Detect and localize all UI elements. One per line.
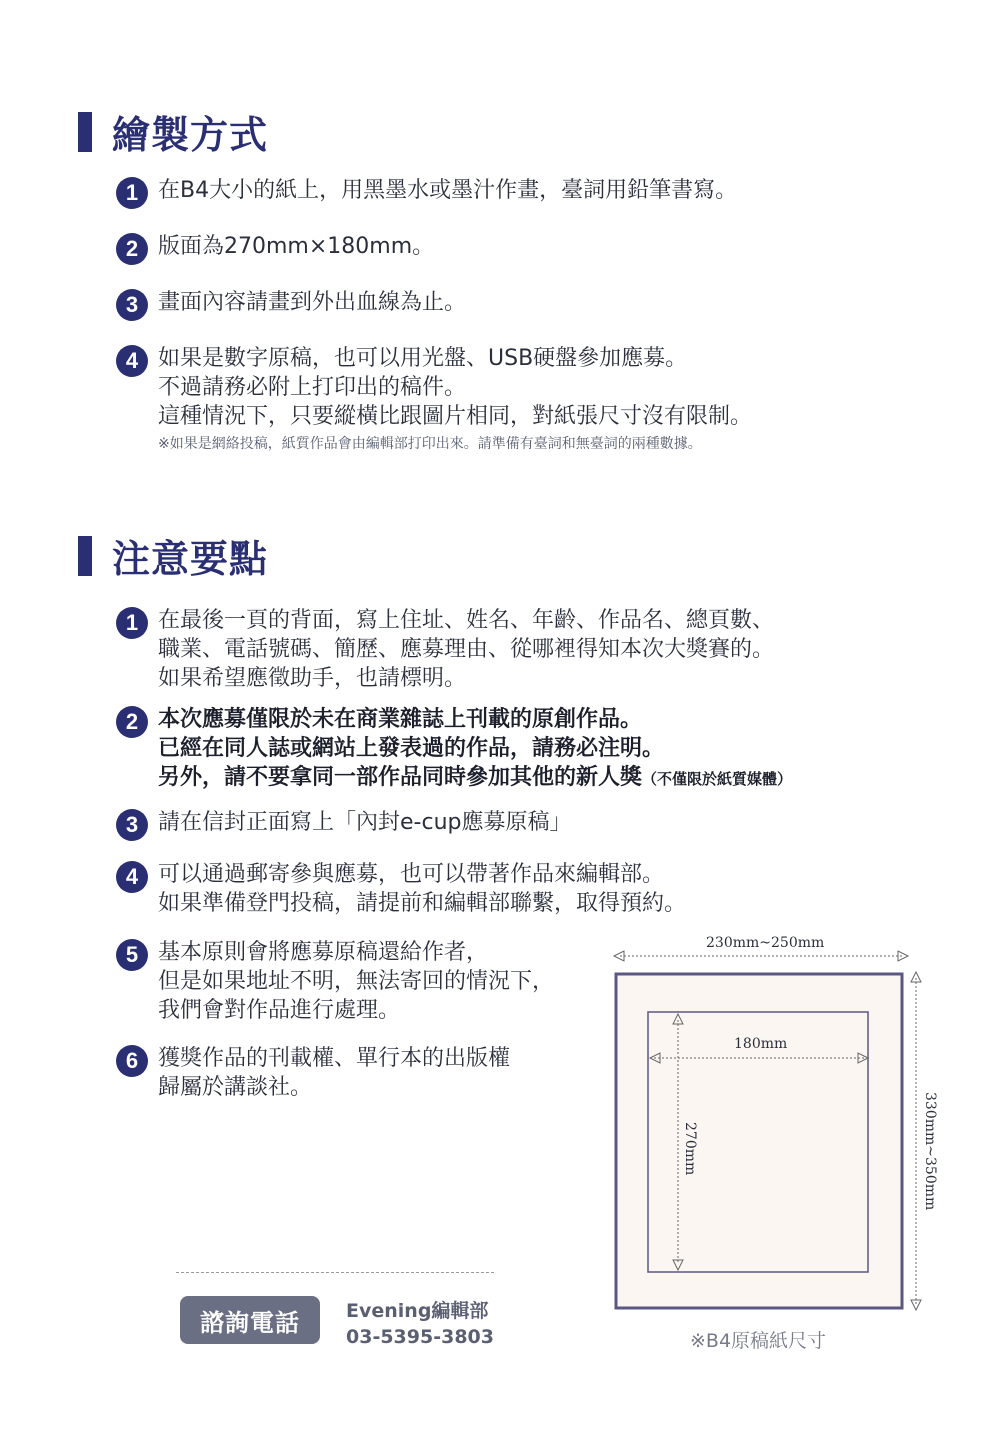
contact-phone: 03-5395-3803: [346, 1326, 494, 1348]
item-line: 獲獎作品的刊載權、單行本的出版權: [158, 1046, 511, 1071]
item-line: [158, 763, 792, 794]
contact-org: Evening編輯部: [346, 1300, 489, 1322]
item-line: 版面為270mm×180mm。: [158, 234, 435, 259]
number-badge: 1: [116, 177, 148, 209]
outer-width-label: 230mm~250mm: [706, 935, 825, 951]
item-note: ※如果是網絡投稿，紙質作品會由編輯部打印出來。請準備有臺詞和無臺詞的兩種數據。: [158, 436, 702, 452]
item-line: 如果是數字原稿，也可以用光盤、USB硬盤參加應募。: [158, 346, 688, 371]
number-badge: 3: [116, 809, 148, 841]
item-line: 職業、電話號碼、簡歷、應募理由、從哪裡得知本次大獎賽的。: [158, 637, 775, 662]
item-line-text: 另外，請不要拿同一部作品同時參加其他的新人獎: [158, 765, 643, 790]
outer-paper: [616, 974, 902, 1308]
number-badge: 1: [116, 607, 148, 639]
inner-width-label: 180mm: [734, 1036, 788, 1052]
section-title-text: 繪製方式: [112, 113, 269, 157]
drawing-item-1: [116, 176, 737, 209]
notice-item-5: [116, 938, 554, 1025]
number-badge: 4: [116, 861, 148, 893]
item-line: 這種情況下，只要縱橫比跟圖片相同，對紙張尺寸沒有限制。: [158, 404, 753, 429]
diagram-caption: ※B4原稿紙尺寸: [690, 1330, 827, 1352]
item-line: 在B4大小的紙上，用黑墨水或墨汁作畫，臺詞用鉛筆書寫。: [158, 178, 738, 203]
arrow-up-icon: [911, 972, 921, 982]
contact-divider: [176, 1272, 494, 1273]
item-line: 不過請務必附上打印出的稿件。: [158, 375, 467, 400]
title-bar: [78, 112, 92, 152]
item-line: 已經在同人誌或網站上發表過的作品，請務必注明。: [158, 736, 665, 761]
drawing-item-2: [116, 232, 434, 265]
title-bar: [78, 536, 92, 576]
number-badge: 2: [116, 706, 148, 738]
item-line: 但是如果地址不明，無法寄回的情況下，: [158, 969, 555, 994]
item-line: 可以通過郵寄參與應募，也可以帶著作品來編輯部。: [158, 862, 665, 887]
b4-paper-diagram: [606, 930, 946, 1360]
arrow-down-icon: [911, 1300, 921, 1310]
notice-item-2: [116, 705, 792, 794]
item-line: 畫面內容請畫到外出血線為止。: [158, 290, 467, 315]
inner-height-label: 270mm: [682, 1122, 698, 1176]
notice-item-3: [116, 808, 571, 841]
contact-info: [346, 1298, 494, 1350]
item-line: 歸屬於講談社。: [158, 1075, 313, 1100]
item-line: 請在信封正面寫上「內封e-cup應募原稿」: [158, 810, 572, 835]
arrow-right-icon: [898, 951, 908, 961]
notice-item-1: [116, 606, 774, 693]
notice-item-6: [116, 1044, 510, 1102]
item-line: 在最後一頁的背面，寫上住址、姓名、年齡、作品名、總頁數、: [158, 608, 775, 633]
contact-badge: 諮詢電話: [180, 1296, 320, 1344]
number-badge: 4: [116, 345, 148, 377]
drawing-item-3: [116, 288, 466, 321]
item-line: 本次應募僅限於未在商業雜誌上刊載的原創作品。: [158, 707, 643, 732]
number-badge: 6: [116, 1045, 148, 1077]
number-badge: 2: [116, 233, 148, 265]
item-line: 如果準備登門投稿，請提前和編輯部聯繫，取得預約。: [158, 891, 687, 916]
paper-diagram-svg: [606, 930, 946, 1360]
section-title-text: 注意要點: [112, 537, 269, 581]
section-title-drawing: [78, 104, 268, 159]
item-line: 基本原則會將應募原稿還給作者，: [158, 940, 489, 965]
number-badge: 5: [116, 939, 148, 971]
notice-item-4: [116, 860, 686, 918]
arrow-left-icon: [614, 951, 624, 961]
item-line: 如果希望應徵助手，也請標明。: [158, 666, 467, 691]
outer-height-label: 330mm~350mm: [922, 1092, 938, 1211]
number-badge: 3: [116, 289, 148, 321]
item-line: 我們會對作品進行處理。: [158, 998, 401, 1023]
section-title-notice: [78, 528, 268, 583]
item-small-note: （不僅限於紙質媒體）: [642, 770, 793, 788]
drawing-item-4: [116, 344, 752, 455]
